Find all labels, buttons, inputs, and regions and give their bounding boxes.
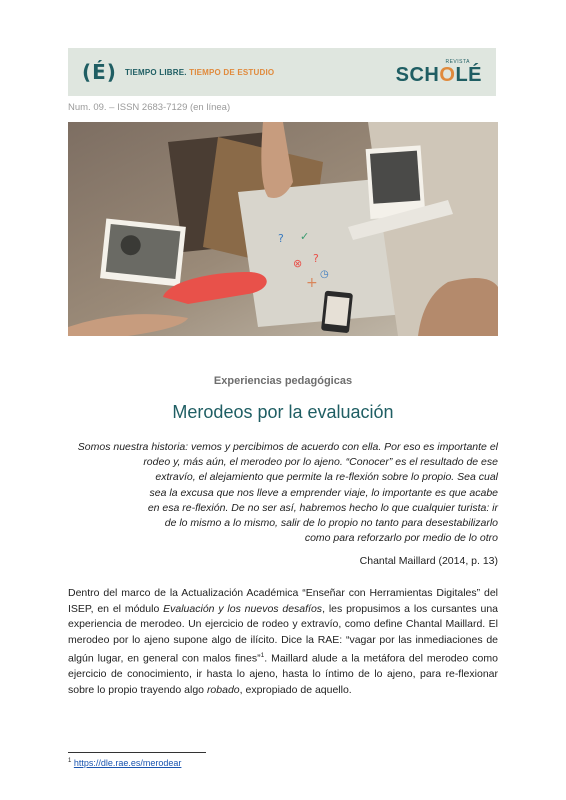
footnote-number: 1 — [68, 758, 72, 764]
collage-image — [68, 122, 498, 336]
epigraph-line: Somos nuestra historia: vemos y percibimos de acuerdo con ella. Por eso es importante el — [77, 441, 498, 453]
photo-left — [100, 219, 186, 287]
svg-text:?: ? — [278, 232, 284, 245]
issn-line: Num. 09. – ISSN 2683-7129 (en línea) — [68, 102, 231, 113]
svg-text:◷: ◷ — [320, 269, 329, 280]
epigraph-line: rodeo y, más aún, el merodeo por lo ajeno. “Conocer” es el resultado de ese — [143, 456, 498, 469]
journal-tagline: TIEMPO LIBRE. TIEMPO DE ESTUDIO — [124, 67, 275, 77]
epigraph-line: de lo mismo a lo mismo, salir de lo propio no tanto para desestabilizarlo — [164, 517, 498, 530]
phone — [321, 291, 353, 334]
journal-header-banner — [68, 48, 496, 96]
epigraph-line: en esa re-flexión. De no ser así, habremos hecho lo que cualquier turista: ir — [147, 501, 498, 514]
footnote-link[interactable]: https://dle.rae.es/merodear — [73, 758, 182, 768]
footnote — [68, 758, 181, 768]
epigraph-citation: Chantal Maillard (2014, p. 13) — [359, 555, 498, 567]
section-label: Experiencias pedagógicas — [213, 375, 353, 387]
footnote-divider — [68, 752, 206, 753]
epigraph-line: extravío, el alejamiento que permite la re-flexión sobre lo propio. Sea cual — [155, 471, 498, 484]
journal-logo-mark: (É) — [82, 60, 117, 84]
epigraph-quote — [70, 440, 498, 546]
epigraph-line: sea la excusa que nos lleve a emprender viaje, lo importante es que acabe — [149, 486, 498, 499]
svg-text:⊗: ⊗ — [293, 257, 303, 270]
photo-right — [366, 145, 426, 219]
article-title: Merodeos por la evaluación — [172, 402, 394, 422]
collage-illustration — [68, 122, 498, 336]
epigraph-line: como para reforzarlo por medio de lo otro — [304, 532, 498, 545]
footnote-ref[interactable]: 1 — [260, 652, 265, 660]
svg-text:✓: ✓ — [300, 230, 310, 243]
svg-text:+: + — [306, 275, 318, 291]
svg-text:?: ? — [313, 252, 319, 265]
schole-logo: REVISTA SCHOLÉ — [395, 58, 482, 86]
body-paragraph: Dentro del marco de la Actualización Académica “Enseñar con Herramientas Digitales” del ISEP, en el módulo Evaluación y los nuevos desafíos, les propusimos a los cursantes una experiencia de merodeo. Un ejercicio de rodeo y extravío, como define Chantal Maillard. El merodeo por lo ajeno supone algo de ilícito. Dice la RAE: “vagar por las inmediaciones de algún lugar, en general con malos fines”$^1$. Maillard alude a la metáfora del merodeo como ejercicio de conocimiento, ir hasta lo ajeno, hasta lo íntimo de lo ajeno, para re-flexionar sobre lo propio trayendo algo robado, expropiado de aquello. — [68, 587, 498, 697]
